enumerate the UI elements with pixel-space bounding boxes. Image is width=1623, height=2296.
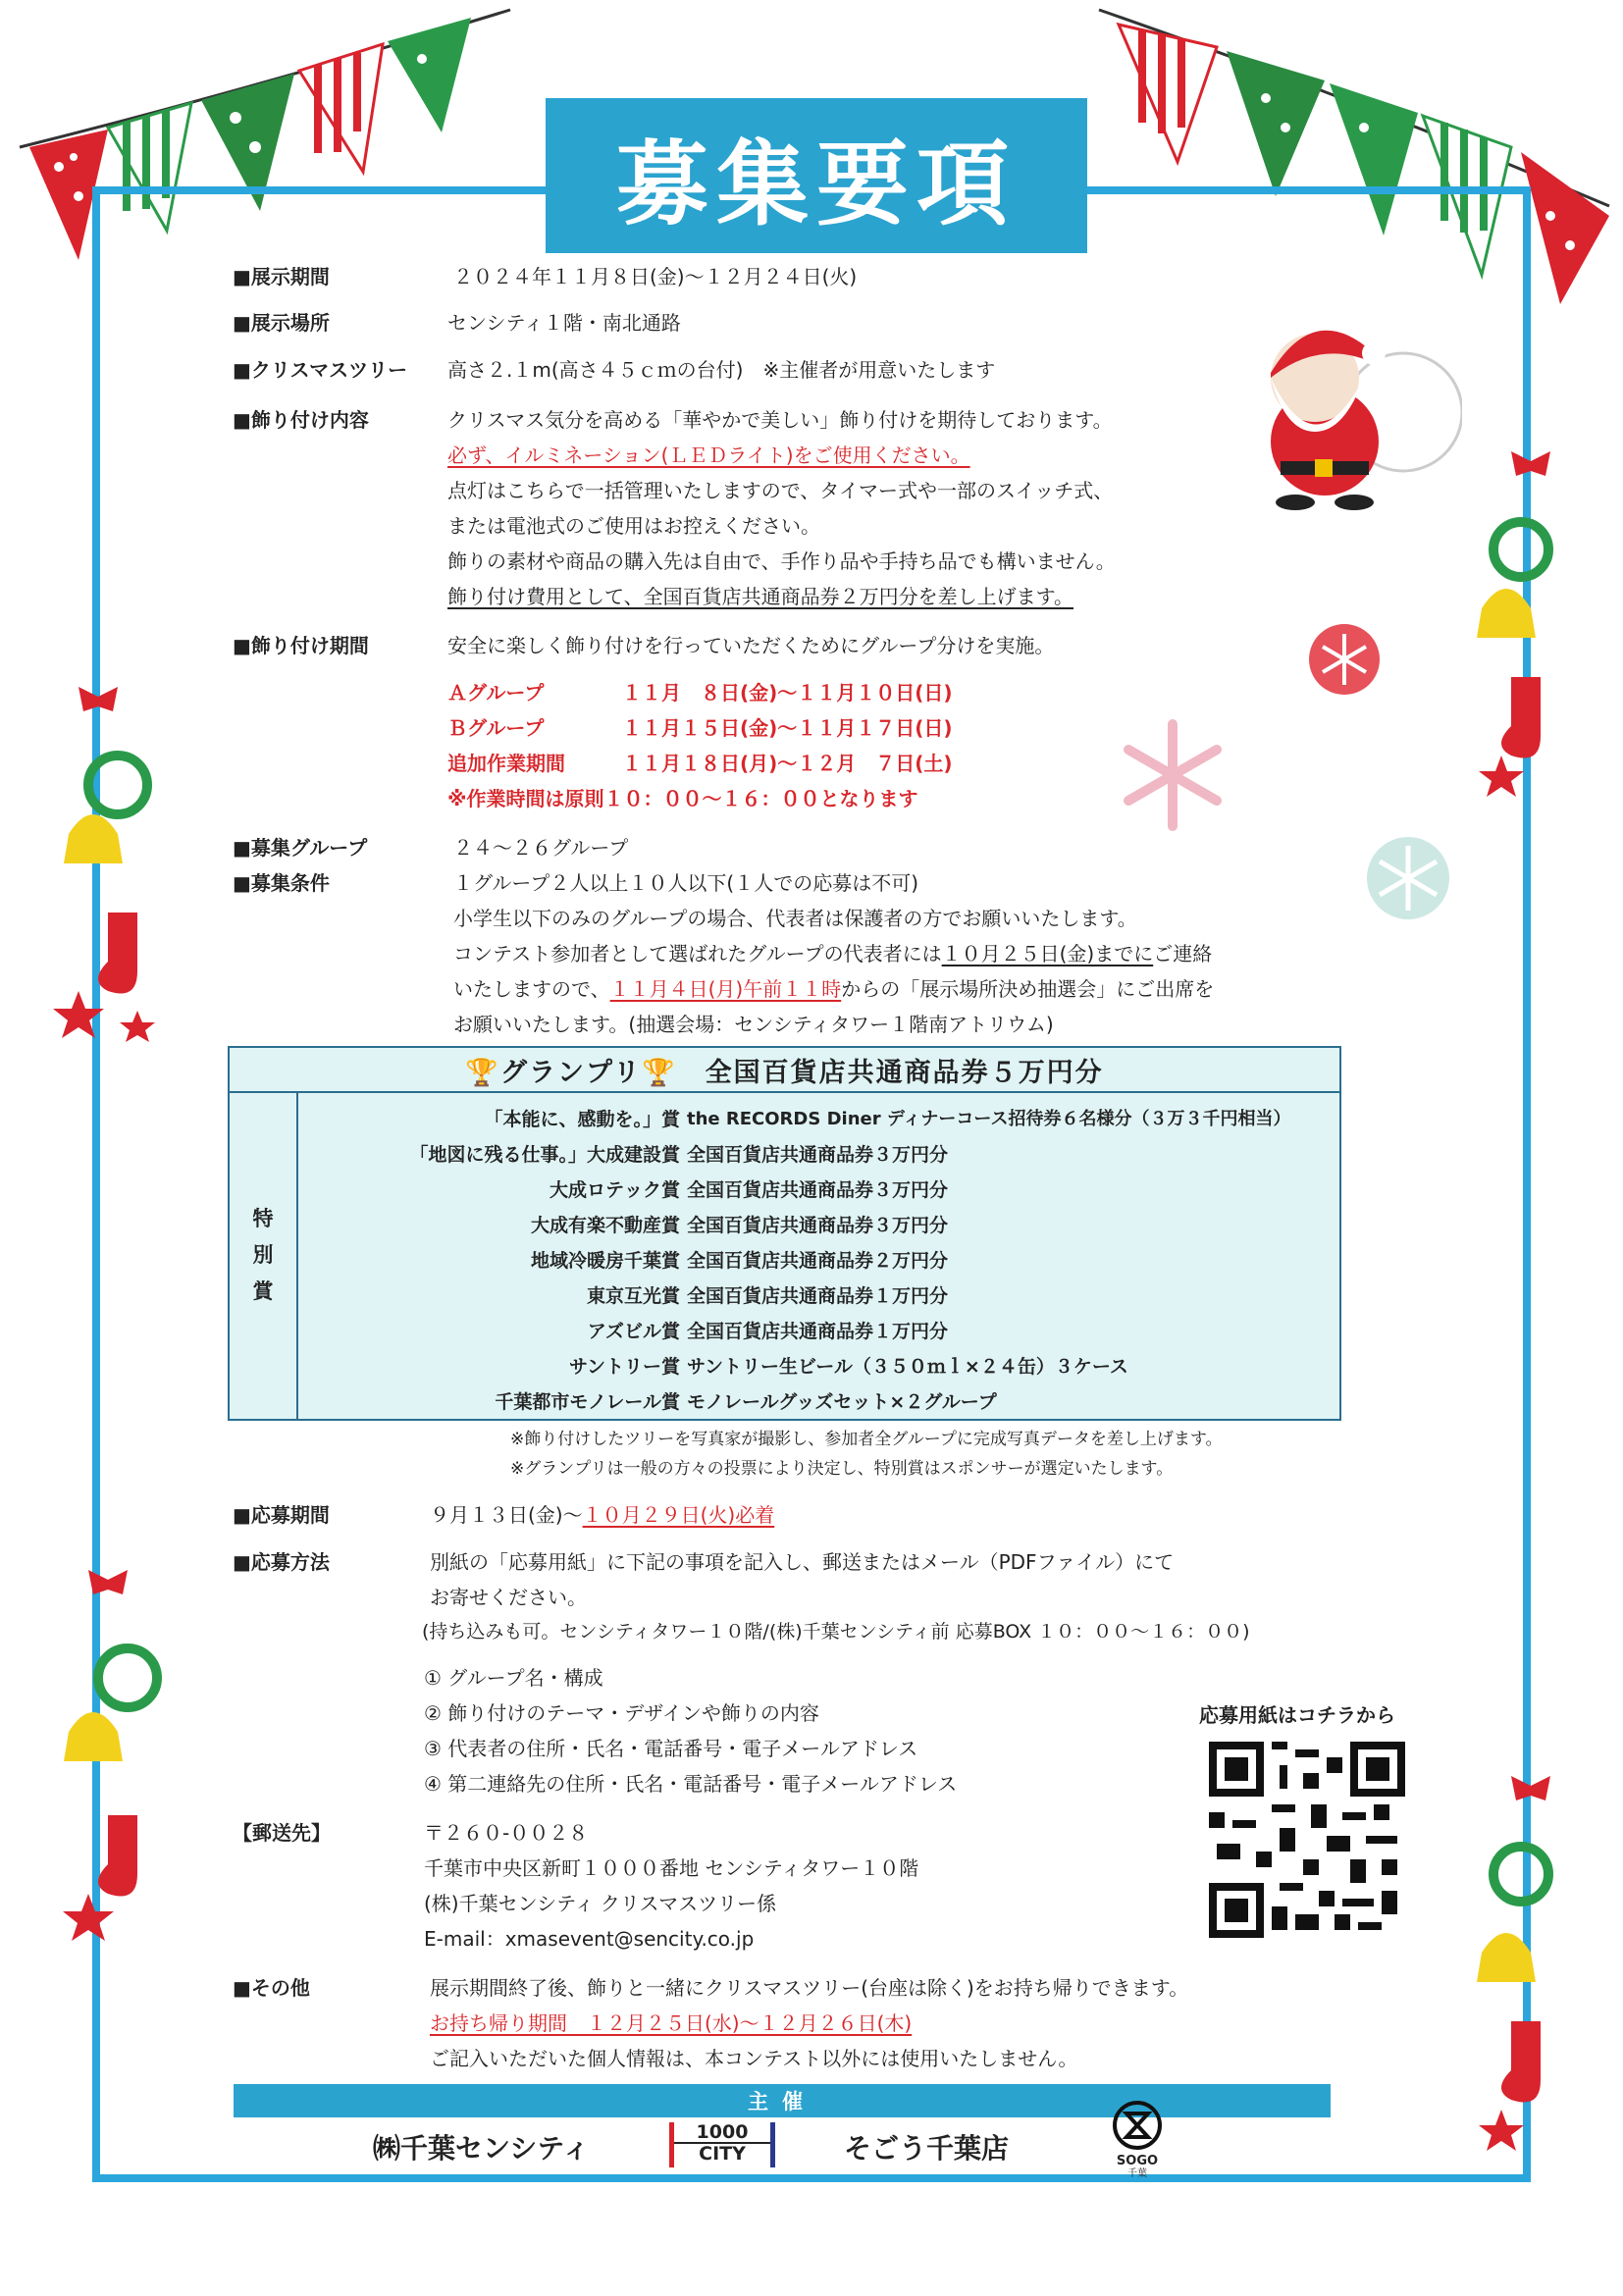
group-b-name: Ｂグループ xyxy=(447,716,545,740)
ornament-garland-left-lower xyxy=(39,1550,177,1982)
label-mail: 【郵送先】 xyxy=(233,1821,331,1845)
conditions-line: お願いいたします。(抽選会場：センシティタワー１階南アトリウム) xyxy=(453,1013,1054,1036)
ornament-garland-right xyxy=(1452,442,1590,834)
decoration-line: クリスマス気分を高める「華やかで美しい」飾り付けを期待しております。 xyxy=(447,408,1113,432)
label-other: ■その他 xyxy=(233,1976,310,2000)
prize-table xyxy=(228,1046,1341,1421)
method-line: お寄せください。 xyxy=(430,1586,587,1609)
conditions-line: 小学生以下のみのグループの場合、代表者は保護者の方でお願いいたします。 xyxy=(453,907,1137,930)
city-logo: 1000 CITY xyxy=(669,2122,775,2167)
email-link[interactable]: E-mail：xmasevent@sencity.co.jp xyxy=(424,1927,755,1951)
group-a-name: Ａグループ xyxy=(447,681,545,704)
label-exhibit-place: ■展示場所 xyxy=(233,311,330,335)
group-a-dates: １１月 ８日(金)～１１月１０日(日) xyxy=(622,681,953,704)
special-prize-name: 大成有楽不動産賞 xyxy=(530,1215,680,1236)
special-prize-value: 全国百貨店共通商品券１万円分 xyxy=(687,1285,949,1307)
ornament-garland-right-lower xyxy=(1452,1766,1590,2178)
special-prize-name: 大成ロテック賞 xyxy=(549,1179,680,1201)
takehome-period: お持ち帰り期間 １２月２５日(水)～１２月２６日(木) xyxy=(430,2011,913,2035)
prize-note: ※飾り付けしたツリーを写真家が撮影し、参加者全グループに完成写真データを差し上げます。 xyxy=(510,1430,1223,1449)
page-title: 募集要項 xyxy=(546,98,1087,253)
mail-line: 千葉市中央区新町１０００番地 センシティタワー１０階 xyxy=(424,1856,919,1880)
label-application-period: ■応募期間 xyxy=(233,1503,330,1527)
special-prize-value: サントリー生ビール（３５０ｍｌ×２４缶）３ケース xyxy=(687,1356,1128,1378)
sponsor-sogo: そごう千葉店 xyxy=(844,2132,1010,2165)
decoration-led-notice: 必ず、イルミネーション(ＬＥＤライト)をご使用ください。 xyxy=(447,444,970,467)
conditions-line: いたしますので、１１月４日(月)午前１１時からの「展示場所決め抽選会」にご出席を xyxy=(453,977,1215,1001)
method-item: ① グループ名・構成 xyxy=(424,1666,603,1690)
special-prize-name: 千葉都市モノレール賞 xyxy=(495,1391,680,1413)
decoration-line: 点灯はこちらで一括管理いたしますので、タイマー式や一部のスイッチ式、 xyxy=(447,479,1114,502)
ornament-garland-left xyxy=(39,667,177,1079)
conditions-line: コンテスト参加者として選ばれたグループの代表者には１０月２５日(金)までにご連絡 xyxy=(453,942,1213,965)
decoration-fee: 飾り付け費用として、全国百貨店共通商品券２万円分を差し上げます。 xyxy=(447,585,1073,608)
work-hours-note: ※作業時間は原則１０：００～１６：００となります xyxy=(447,787,918,810)
label-decoration-period: ■飾り付け期間 xyxy=(233,634,369,657)
grand-prix: 🏆グランプリ🏆 全国百貨店共通商品券５万円分 xyxy=(230,1048,1339,1093)
method-item: ④ 第二連絡先の住所・氏名・電話番号・電子メールアドレス xyxy=(424,1772,958,1796)
sponsor-sencity: ㈱千葉センシティ xyxy=(373,2132,591,2165)
method-item: ② 飾り付けのテーマ・デザインや飾りの内容 xyxy=(424,1701,819,1725)
special-prize-value: 全国百貨店共通商品券３万円分 xyxy=(687,1179,949,1201)
label-recruit-groups: ■募集グループ xyxy=(233,836,368,860)
special-prize-label: 特 別 賞 xyxy=(230,1091,298,1419)
special-prize-value: the RECORDS Diner ディナーコース招待券６名様分（３万３千円相当） xyxy=(687,1109,1291,1129)
special-prize-value: 全国百貨店共通商品券３万円分 xyxy=(687,1144,949,1166)
value-exhibit-place: センシティ１階・南北通路 xyxy=(447,311,681,335)
label-tree: ■クリスマスツリー xyxy=(233,358,408,382)
conditions-line: １グループ２人以上１０人以下(１人での応募は不可) xyxy=(453,871,919,895)
application-period: ９月１３日(金)～１０月２９日(火)必着 xyxy=(430,1503,775,1527)
mail-line: (株)千葉センシティ クリスマスツリー係 xyxy=(424,1892,777,1915)
qr-code[interactable] xyxy=(1209,1742,1405,1938)
special-prize-name: アズビル賞 xyxy=(587,1321,680,1342)
special-prize-name: 「地図に残る仕事。」大成建設賞 xyxy=(409,1144,680,1166)
qr-caption: 応募用紙はコチラから xyxy=(1199,1703,1395,1727)
decoration-line: または電池式のご使用はお控えください。 xyxy=(447,514,820,538)
value-exhibit-period: ２０２４年１１月８日(金)～１２月２４日(火) xyxy=(453,265,858,288)
label-exhibit-period: ■展示期間 xyxy=(233,265,330,288)
special-prize-value: 全国百貨店共通商品券３万円分 xyxy=(687,1215,949,1236)
extra-period-dates: １１月１８日(月)～１２月 ７日(土) xyxy=(622,752,953,775)
other-line: ご記入いただいた個人情報は、本コンテスト以外には使用いたしません。 xyxy=(430,2047,1078,2070)
sogo-logo: SOGO 千葉 xyxy=(1107,2100,1168,2180)
special-prize-value: 全国百貨店共通商品券２万円分 xyxy=(687,1250,949,1272)
group-b-dates: １１月１５日(金)～１１月１７日(日) xyxy=(622,716,953,740)
value-recruit-groups: ２４～２６グループ xyxy=(453,836,629,860)
prize-note: ※グランプリは一般の方々の投票により決定し、特別賞はスポンサーが選定いたします。 xyxy=(510,1459,1174,1479)
period-intro: 安全に楽しく飾り付けを行っていただくためにグループ分けを実施。 xyxy=(447,634,1055,657)
special-prize-name: 東京互光賞 xyxy=(586,1285,680,1307)
special-prize-value: 全国百貨店共通商品券１万円分 xyxy=(687,1321,949,1342)
extra-period-name: 追加作業期間 xyxy=(447,752,565,775)
mail-line: 〒２６０-００２８ xyxy=(424,1821,589,1845)
special-prize-name: 地域冷暖房千葉賞 xyxy=(530,1250,680,1272)
label-decoration: ■飾り付け内容 xyxy=(233,408,369,432)
value-tree: 高さ２.１m(高さ４５ｃｍの台付) ※主催者が用意いたします xyxy=(447,358,996,382)
decoration-line: 飾りの素材や商品の購入先は自由で、手作り品や手持ち品でも構いません。 xyxy=(447,549,1116,573)
sogo-emblem-icon xyxy=(1112,2100,1163,2151)
method-line: 別紙の「応募用紙」に下記の事項を記入し、郵送またはメール（PDFファイル）にて xyxy=(430,1550,1175,1574)
special-prize-name: サントリー賞 xyxy=(568,1356,680,1378)
special-prize-name: 「本能に、感動を。」賞 xyxy=(484,1109,680,1130)
other-line: 展示期間終了後、飾りと一緒にクリスマスツリー(台座は除く)をお持ち帰りできます。 xyxy=(430,1976,1189,2000)
host-bar: 主催 xyxy=(234,2084,1331,2117)
method-item: ③ 代表者の住所・氏名・電話番号・電子メールアドレス xyxy=(424,1737,918,1760)
snowflake-icon xyxy=(1305,620,1384,699)
method-line: (持ち込みも可。センシティタワー１０階/(株)千葉センシティ前 応募BOX １０：００～１６：００) xyxy=(422,1621,1250,1643)
santa-illustration xyxy=(1227,294,1462,510)
snowflake-icon xyxy=(1364,834,1452,922)
snowflake-icon xyxy=(1114,716,1231,834)
special-prize-value: モノレールグッズセット×２グループ xyxy=(687,1391,997,1413)
label-application-method: ■応募方法 xyxy=(233,1550,330,1574)
label-conditions: ■募集条件 xyxy=(233,871,330,895)
